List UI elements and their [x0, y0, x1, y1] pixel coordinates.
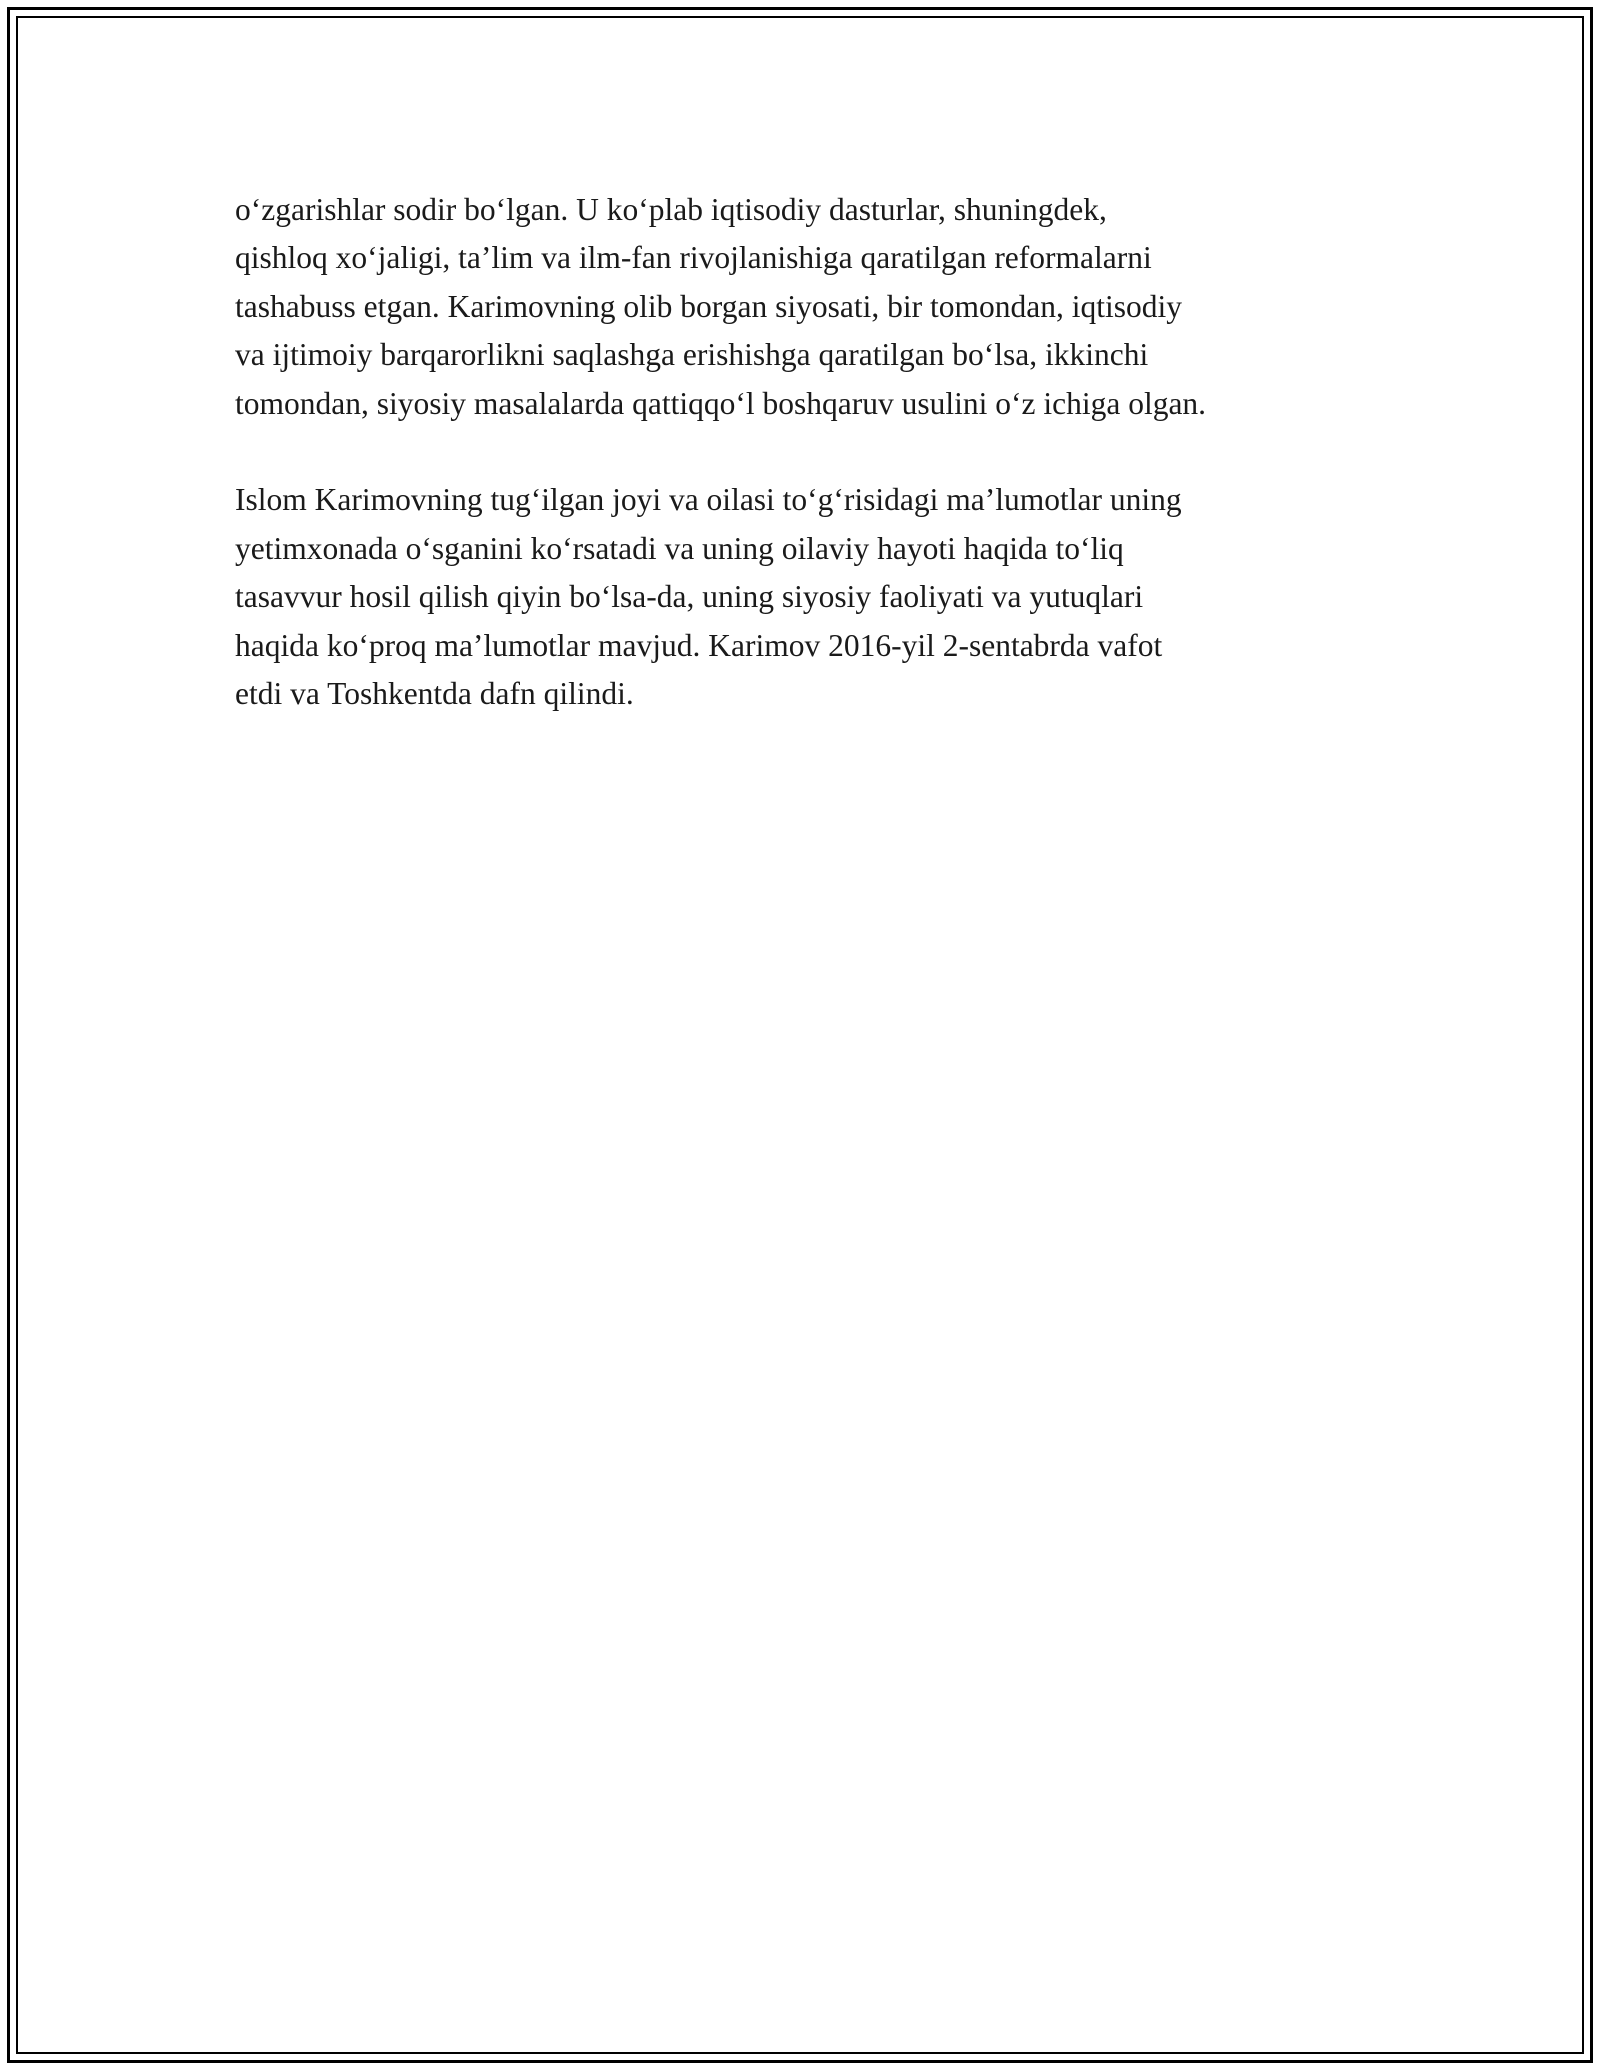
text-line: qishloq xoʻjaligi, taʼlim va ilm-fan rivojlanishiga qaratilgan reformalarni: [235, 240, 1152, 276]
text-line: tasavvur hosil qilish qiyin boʻlsa-da, uning siyosiy faoliyati va yutuqlari: [235, 579, 1144, 615]
text-line: va ijtimoiy barqarorlikni saqlashga erishishga qaratilgan boʻlsa, ikkinchi: [235, 337, 1149, 373]
text-line: oʻzgarishlar sodir boʻlgan. U koʻplab iqtisodiy dasturlar, shuningdek,: [235, 192, 1107, 227]
text-line: Islom Karimovning tugʻilgan joyi va oilasi toʻgʻrisidagi maʼlumotlar uning: [235, 482, 1182, 518]
text-line: yetimxonada oʻsganini koʻrsatadi va uning oilaviy hayoti haqida toʻliq: [235, 530, 1124, 566]
text-line: haqida koʻproq maʼlumotlar mavjud. Karimov 2016-yil 2-sentabrda vafot: [235, 627, 1163, 663]
document-body: [235, 186, 1395, 767]
paragraph-2: [235, 476, 1395, 718]
text-line: tomondan, siyosiy masalalarda qattiqqoʻl boshqaruv usulini oʻz ichiga olgan.: [235, 385, 1207, 421]
text-line: tashabuss etgan. Karimovning olib borgan siyosati, bir tomondan, iqtisodiy: [235, 288, 1182, 324]
text-line: etdi va Toshkentda dafn qilindi.: [235, 676, 634, 712]
paragraph-1: [235, 186, 1395, 428]
